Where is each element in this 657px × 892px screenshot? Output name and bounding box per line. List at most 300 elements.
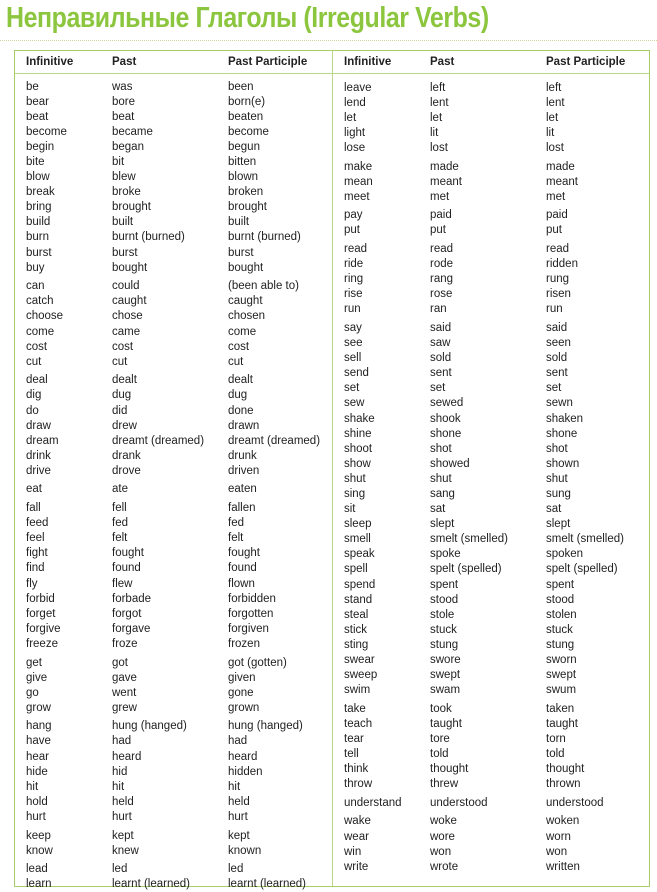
past-cell: broke — [112, 186, 141, 199]
past-participle-cell: shut — [546, 472, 568, 485]
past-cell: grew — [112, 701, 137, 714]
verb-row — [333, 272, 650, 287]
past-cell: did — [112, 404, 128, 417]
infinitive-cell: make — [344, 160, 373, 173]
past-cell: sent — [430, 367, 452, 380]
past-cell: shone — [430, 427, 462, 440]
past-participle-cell: come — [228, 325, 257, 338]
infinitive-cell: ride — [344, 258, 364, 271]
infinitive-cell: pay — [344, 209, 363, 222]
past-cell: burst — [112, 246, 138, 259]
infinitive-cell: smell — [344, 533, 371, 546]
header-past-participle: Past Participle — [228, 56, 308, 68]
past-participle-cell: begun — [228, 140, 260, 153]
verb-row — [333, 208, 650, 223]
past-cell: took — [430, 702, 452, 715]
past-participle-cell: caught — [228, 295, 263, 308]
infinitive-cell: mean — [344, 175, 373, 188]
past-participle-cell: dreamt (dreamed) — [228, 434, 321, 447]
verb-row — [15, 154, 332, 169]
verb-row — [333, 125, 650, 140]
right-table — [333, 51, 650, 874]
infinitive-cell: set — [344, 382, 360, 395]
verb-row — [333, 622, 650, 637]
verb-row — [15, 260, 332, 275]
past-cell: forgot — [112, 607, 142, 620]
infinitive-cell: stick — [344, 623, 367, 636]
past-participle-cell: forgotten — [228, 607, 274, 620]
verb-row — [333, 731, 650, 746]
past-cell: found — [112, 562, 141, 575]
past-participle-cell: sworn — [546, 654, 577, 667]
dotted-rule — [0, 40, 657, 41]
infinitive-cell: think — [344, 763, 369, 776]
past-participle-cell: stood — [546, 593, 575, 606]
past-cell: bought — [112, 261, 148, 274]
past-participle-cell: broken — [228, 186, 264, 199]
past-participle-cell: built — [228, 216, 250, 229]
verb-row — [333, 159, 650, 174]
infinitive-cell: know — [26, 844, 53, 857]
past-cell: swore — [430, 654, 461, 667]
past-cell: sang — [430, 487, 455, 500]
verb-row — [15, 94, 332, 109]
left-body — [15, 73, 332, 892]
verb-row — [333, 411, 650, 426]
past-cell: ate — [112, 483, 128, 496]
infinitive-cell: wake — [344, 815, 371, 828]
past-participle-cell: spelt (spelled) — [546, 563, 618, 576]
infinitive-cell: burst — [26, 246, 52, 259]
past-participle-cell: smelt (smelled) — [546, 533, 624, 546]
past-participle-cell: risen — [546, 288, 571, 301]
infinitive-cell: swear — [344, 654, 375, 667]
infinitive-cell: beat — [26, 110, 49, 123]
verb-row — [333, 502, 650, 517]
verb-row — [333, 366, 650, 381]
past-participle-cell: swept — [546, 669, 577, 682]
past-participle-cell: given — [228, 671, 256, 684]
infinitive-cell: blow — [26, 171, 50, 184]
past-cell: tore — [430, 732, 450, 745]
past-participle-cell: flown — [228, 577, 255, 590]
infinitive-cell: hide — [26, 765, 48, 778]
past-participle-cell: bought — [228, 261, 264, 274]
infinitive-cell: swim — [344, 684, 371, 697]
past-participle-cell: sat — [546, 503, 562, 516]
past-participle-cell: shot — [546, 442, 568, 455]
past-participle-cell: taken — [546, 702, 575, 715]
past-cell: felt — [112, 532, 128, 545]
past-participle-cell: spent — [546, 578, 575, 591]
verb-row — [333, 747, 650, 762]
past-cell: spoke — [430, 548, 461, 561]
past-participle-cell: forgiven — [228, 622, 269, 635]
verb-row — [333, 140, 650, 155]
infinitive-cell: lose — [344, 141, 366, 154]
past-cell: drove — [112, 464, 141, 477]
infinitive-cell: say — [344, 321, 362, 334]
infinitive-cell: let — [344, 111, 357, 124]
verb-row — [333, 80, 650, 95]
past-participle-cell: sung — [546, 487, 571, 500]
header-row — [15, 51, 332, 73]
verb-row — [333, 547, 650, 562]
verb-row — [333, 592, 650, 607]
past-cell: burnt (burned) — [112, 231, 185, 244]
past-participle-cell: hit — [228, 780, 241, 793]
verb-row — [15, 591, 332, 606]
past-participle-cell: woken — [546, 815, 580, 828]
past-cell: shut — [430, 472, 452, 485]
verb-row — [15, 215, 332, 230]
past-cell: swept — [430, 669, 461, 682]
past-cell: dealt — [112, 374, 137, 387]
past-cell: stung — [430, 638, 459, 651]
past-cell: bit — [112, 156, 125, 169]
past-participle-cell: said — [546, 321, 568, 334]
infinitive-cell: sting — [344, 638, 369, 651]
past-participle-cell: burnt (burned) — [228, 231, 301, 244]
verb-row — [15, 185, 332, 200]
infinitive-cell: wear — [344, 830, 369, 843]
verb-row — [333, 257, 650, 272]
past-participle-cell: left — [546, 81, 562, 94]
verbs-table — [14, 50, 650, 891]
verb-row — [15, 546, 332, 561]
infinitive-cell: take — [344, 702, 366, 715]
past-participle-cell: beaten — [228, 110, 264, 123]
infinitive-cell: leave — [344, 81, 372, 94]
verb-row — [333, 716, 650, 731]
verb-row — [333, 859, 650, 874]
past-cell: fought — [112, 547, 144, 560]
past-cell: blew — [112, 171, 136, 184]
past-participle-cell: sewn — [546, 397, 573, 410]
past-participle-cell: written — [546, 860, 580, 873]
past-participle-cell: dealt — [228, 374, 253, 387]
past-cell: hurt — [112, 810, 132, 823]
past-cell: spelt (spelled) — [430, 563, 502, 576]
past-cell: read — [430, 242, 454, 255]
past-participle-cell: felt — [228, 532, 244, 545]
verb-row — [15, 200, 332, 215]
past-participle-cell: grown — [228, 701, 260, 714]
past-participle-cell: hidden — [228, 765, 263, 778]
past-participle-cell: slept — [546, 518, 571, 531]
infinitive-cell: fall — [26, 502, 41, 515]
verb-row — [333, 517, 650, 532]
past-cell: wrote — [430, 860, 459, 873]
verb-row — [333, 381, 650, 396]
infinitive-cell: tell — [344, 748, 359, 761]
past-participle-cell: had — [228, 735, 248, 748]
verb-row — [15, 354, 332, 369]
infinitive-cell: grow — [26, 701, 51, 714]
past-participle-cell: shone — [546, 427, 578, 440]
infinitive-cell: hurt — [26, 810, 46, 823]
verb-row — [15, 636, 332, 651]
infinitive-cell: shut — [344, 472, 366, 485]
verb-row — [15, 230, 332, 245]
past-participle-cell: stolen — [546, 608, 577, 621]
header-past: Past — [112, 56, 137, 68]
past-participle-cell: run — [546, 303, 563, 316]
verb-row — [15, 843, 332, 858]
infinitive-cell: come — [26, 325, 55, 338]
past-participle-cell: won — [546, 845, 568, 858]
past-cell: was — [112, 80, 133, 93]
past-cell: learnt (learned) — [112, 878, 190, 891]
past-participle-cell: worn — [546, 830, 571, 843]
past-cell: could — [112, 280, 140, 293]
infinitive-cell: have — [26, 735, 51, 748]
infinitive-cell: freeze — [26, 637, 58, 650]
header-infinitive: Infinitive — [344, 56, 392, 68]
verb-row — [15, 877, 332, 892]
infinitive-cell: speak — [344, 548, 375, 561]
verb-row — [333, 351, 650, 366]
verb-row — [15, 79, 332, 94]
infinitive-cell: put — [344, 224, 360, 237]
past-cell: taught — [430, 717, 462, 730]
verb-row — [15, 734, 332, 749]
infinitive-cell: sing — [344, 487, 366, 500]
past-cell: led — [112, 863, 128, 876]
past-cell: paid — [430, 209, 452, 222]
header-past: Past — [430, 56, 455, 68]
infinitive-cell: dig — [26, 389, 42, 402]
infinitive-cell: cut — [26, 355, 42, 368]
past-cell: stood — [430, 593, 459, 606]
past-participle-cell: done — [228, 404, 254, 417]
past-participle-cell: thrown — [546, 778, 581, 791]
past-cell: heard — [112, 750, 142, 763]
past-participle-cell: stung — [546, 638, 575, 651]
verb-row — [333, 652, 650, 667]
past-cell: wore — [430, 830, 455, 843]
infinitive-cell: sleep — [344, 518, 372, 531]
infinitive-cell: build — [26, 216, 51, 229]
verb-row — [333, 814, 650, 829]
verb-row — [15, 700, 332, 715]
past-participle-cell: kept — [228, 829, 250, 842]
infinitive-cell: sit — [344, 503, 356, 516]
past-cell: cost — [112, 340, 134, 353]
infinitive-cell: draw — [26, 419, 51, 432]
infinitive-cell: tear — [344, 732, 364, 745]
verb-row — [333, 189, 650, 204]
verb-row — [15, 828, 332, 843]
past-participle-cell: held — [228, 795, 250, 808]
infinitive-cell: send — [344, 367, 369, 380]
past-participle-cell: spoken — [546, 548, 584, 561]
header-row — [333, 51, 650, 73]
past-participle-cell: made — [546, 160, 575, 173]
verb-row — [15, 433, 332, 448]
infinitive-cell: sew — [344, 397, 365, 410]
past-participle-cell: blown — [228, 171, 259, 184]
past-participle-cell: (been able to) — [228, 280, 299, 293]
past-cell: hung (hanged) — [112, 720, 187, 733]
verb-row — [333, 320, 650, 335]
past-cell: meant — [430, 175, 462, 188]
right-body — [333, 73, 650, 874]
past-participle-cell: understood — [546, 796, 604, 809]
past-cell: cut — [112, 355, 128, 368]
infinitive-cell: become — [26, 125, 67, 138]
past-cell: lit — [430, 126, 439, 139]
past-cell: came — [112, 325, 141, 338]
past-cell: made — [430, 160, 459, 173]
past-participle-cell: fallen — [228, 502, 256, 515]
past-cell: showed — [430, 457, 470, 470]
infinitive-cell: run — [344, 303, 361, 316]
past-cell: woke — [430, 815, 457, 828]
verb-row — [333, 777, 650, 792]
infinitive-cell: break — [26, 186, 55, 199]
infinitive-cell: keep — [26, 829, 51, 842]
verb-row — [333, 302, 650, 317]
verb-row — [15, 794, 332, 809]
infinitive-cell: sell — [344, 352, 362, 365]
verb-row — [15, 339, 332, 354]
past-cell: put — [430, 224, 446, 237]
past-cell: lent — [430, 96, 449, 109]
past-participle-cell: led — [228, 863, 244, 876]
past-cell: smelt (smelled) — [430, 533, 508, 546]
past-participle-cell: born(e) — [228, 95, 266, 108]
past-participle-cell: lit — [546, 126, 555, 139]
infinitive-cell: meet — [344, 190, 370, 203]
verb-row — [333, 795, 650, 810]
past-cell: saw — [430, 337, 451, 350]
verb-row — [15, 109, 332, 124]
page-title: Неправильные Глаголы (Irregular Verbs) — [6, 2, 489, 34]
verb-row — [15, 124, 332, 139]
infinitive-cell: lend — [344, 96, 366, 109]
infinitive-cell: drive — [26, 464, 51, 477]
past-participle-cell: seen — [546, 337, 571, 350]
verb-row — [333, 223, 650, 238]
verb-row — [333, 110, 650, 125]
verb-row — [15, 418, 332, 433]
verb-row — [15, 170, 332, 185]
past-cell: forbade — [112, 592, 152, 605]
past-cell: swam — [430, 684, 461, 697]
past-participle-cell: told — [546, 748, 565, 761]
past-cell: brought — [112, 201, 152, 214]
verb-row — [333, 95, 650, 110]
past-participle-cell: burst — [228, 246, 254, 259]
past-cell: drank — [112, 449, 141, 462]
header-infinitive: Infinitive — [26, 56, 74, 68]
past-cell: let — [430, 111, 443, 124]
infinitive-cell: learn — [26, 878, 52, 891]
past-cell: became — [112, 125, 153, 138]
infinitive-cell: burn — [26, 231, 50, 244]
past-cell: set — [430, 382, 446, 395]
past-participle-cell: forbidden — [228, 592, 276, 605]
past-participle-cell: taught — [546, 717, 578, 730]
infinitive-cell: understand — [344, 796, 402, 809]
verb-row — [333, 287, 650, 302]
infinitive-cell: deal — [26, 374, 48, 387]
verb-row — [333, 637, 650, 652]
infinitive-cell: spend — [344, 578, 376, 591]
infinitive-cell: find — [26, 562, 45, 575]
past-participle-cell: read — [546, 242, 570, 255]
past-participle-cell: lost — [546, 141, 564, 154]
infinitive-cell: forgive — [26, 622, 61, 635]
infinitive-cell: lead — [26, 863, 48, 876]
past-cell: hit — [112, 780, 125, 793]
verb-row — [333, 683, 650, 698]
verb-row — [15, 779, 332, 794]
past-cell: chose — [112, 310, 143, 323]
left-table — [15, 51, 332, 892]
verb-row — [15, 685, 332, 700]
verb-row — [15, 403, 332, 418]
infinitive-cell: read — [344, 242, 368, 255]
past-participle-cell: meant — [546, 175, 578, 188]
past-cell: built — [112, 216, 134, 229]
past-cell: had — [112, 735, 132, 748]
infinitive-cell: do — [26, 404, 39, 417]
past-participle-cell: been — [228, 80, 254, 93]
past-cell: won — [430, 845, 452, 858]
verb-row — [15, 279, 332, 294]
verb-row — [15, 621, 332, 636]
verb-row — [333, 829, 650, 844]
verb-row — [15, 373, 332, 388]
past-participle-cell: cost — [228, 340, 250, 353]
past-participle-cell: become — [228, 125, 269, 138]
past-cell: held — [112, 795, 134, 808]
past-cell: gave — [112, 671, 137, 684]
past-cell: thought — [430, 763, 469, 776]
past-participle-cell: dug — [228, 389, 248, 402]
verb-row — [333, 701, 650, 716]
verb-row — [333, 174, 650, 189]
infinitive-cell: be — [26, 80, 39, 93]
infinitive-cell: light — [344, 126, 366, 139]
verb-row — [15, 862, 332, 877]
past-participle-cell: hung (hanged) — [228, 720, 303, 733]
past-cell: spent — [430, 578, 459, 591]
past-participle-cell: hurt — [228, 810, 248, 823]
infinitive-cell: feed — [26, 517, 49, 530]
past-cell: caught — [112, 295, 147, 308]
past-cell: lost — [430, 141, 448, 154]
past-cell: rose — [430, 288, 453, 301]
verb-row — [15, 294, 332, 309]
infinitive-cell: cost — [26, 340, 48, 353]
past-cell: began — [112, 140, 144, 153]
past-cell: said — [430, 321, 452, 334]
past-participle-cell: bitten — [228, 156, 257, 169]
past-participle-cell: gone — [228, 686, 254, 699]
past-participle-cell: drunk — [228, 449, 257, 462]
past-participle-cell: eaten — [228, 483, 257, 496]
verb-row — [333, 456, 650, 471]
verb-row — [15, 324, 332, 339]
past-participle-cell: chosen — [228, 310, 266, 323]
verb-row — [15, 309, 332, 324]
past-cell: sewed — [430, 397, 464, 410]
infinitive-cell: drink — [26, 449, 51, 462]
past-cell: went — [112, 686, 137, 699]
